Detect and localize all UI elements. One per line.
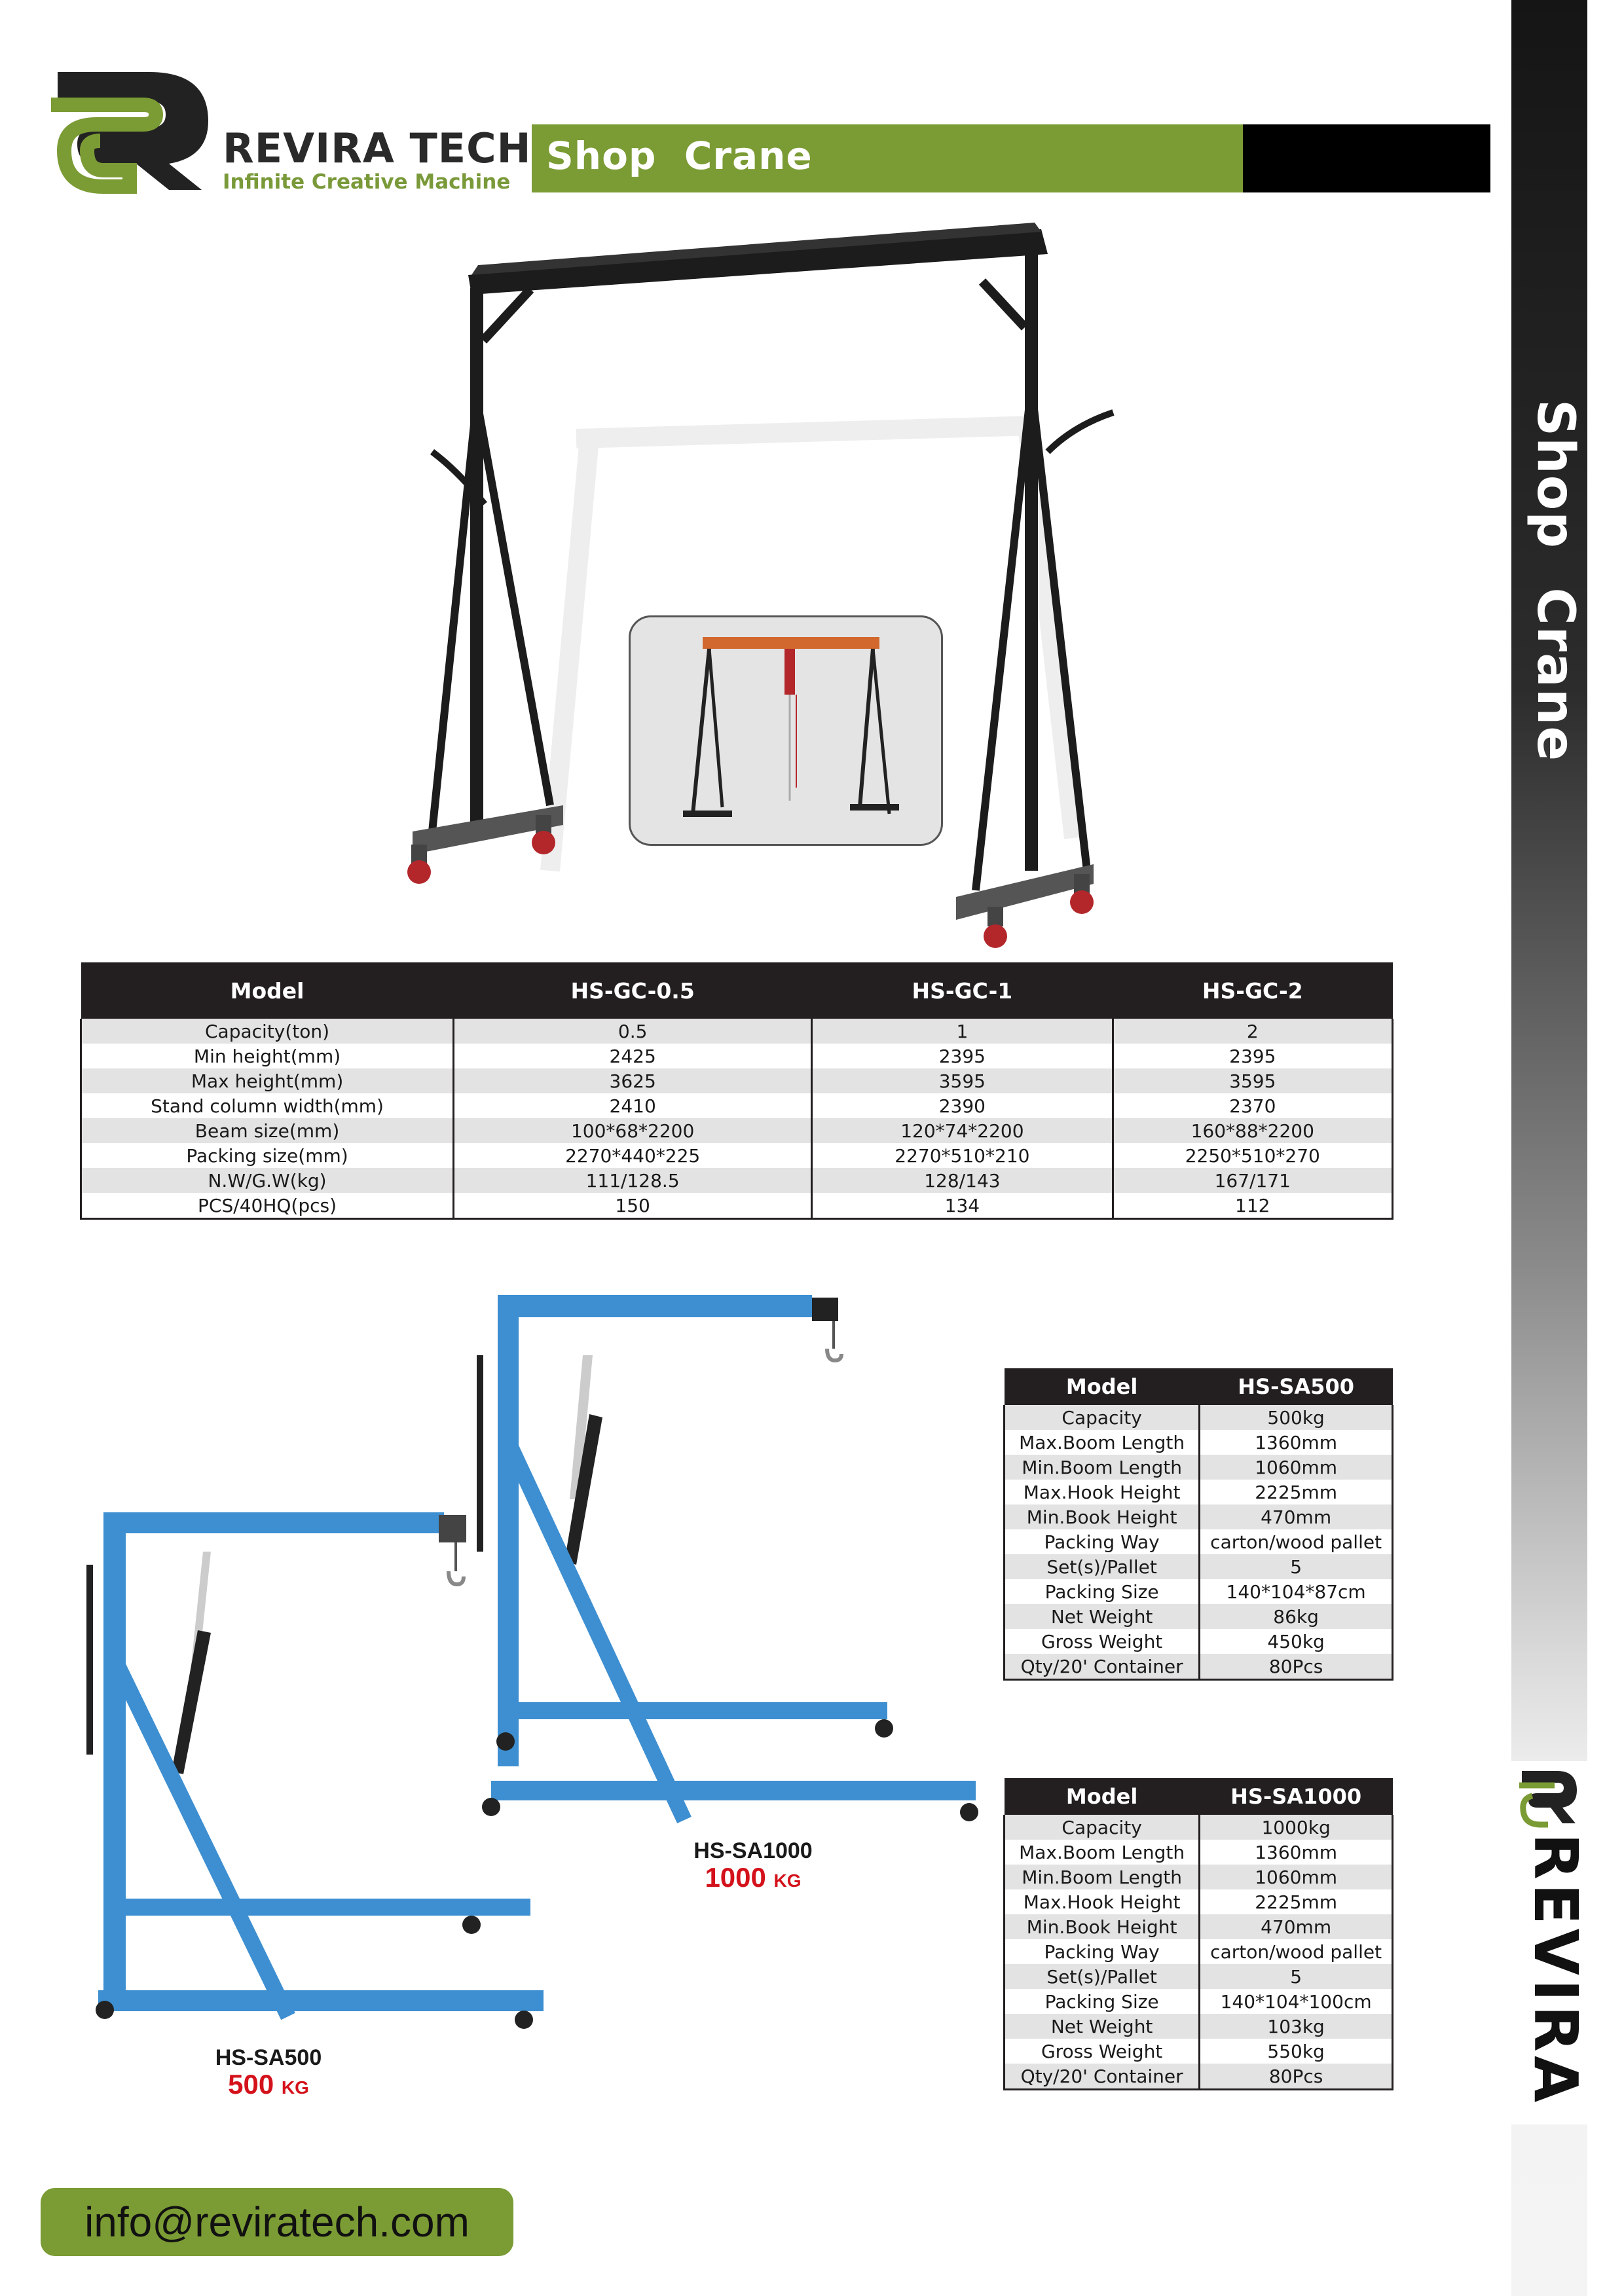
cell: 86kg [1200, 1604, 1393, 1629]
cell: 2425 [454, 1044, 812, 1068]
cell: 2 [1113, 1019, 1392, 1044]
cell: 1360mm [1200, 1840, 1393, 1865]
cell: 450kg [1200, 1629, 1393, 1654]
cell: 2225mm [1200, 1480, 1393, 1504]
sa500-capacity-caption [183, 2069, 354, 2100]
row-label: Gross Weight [1005, 2039, 1200, 2064]
header-cell: HS-GC-1 [812, 962, 1113, 1019]
row-label: N.W/G.W(kg) [81, 1168, 454, 1193]
table-row [81, 1118, 1393, 1143]
cell: 2270*510*210 [812, 1143, 1113, 1168]
row-label: Max.Hook Height [1005, 1889, 1200, 1914]
row-label: Capacity [1005, 1815, 1200, 1840]
gantry-thumbnail-icon [631, 617, 941, 844]
cell: 112 [1113, 1193, 1392, 1219]
cell: 2370 [1113, 1093, 1392, 1118]
row-label: Capacity [1005, 1405, 1200, 1430]
table-row [1005, 1529, 1393, 1554]
row-label: Max.Boom Length [1005, 1430, 1200, 1455]
cell: 120*74*2200 [812, 1118, 1113, 1143]
header-cell: HS-SA500 [1200, 1368, 1393, 1405]
table-row [1005, 1654, 1393, 1680]
table-row [1005, 2064, 1393, 2090]
cell: 500kg [1200, 1405, 1393, 1430]
header-cell: HS-GC-0.5 [454, 962, 812, 1019]
title-bar [532, 124, 1490, 192]
table-row [1005, 1939, 1393, 1964]
table-row [81, 1093, 1393, 1118]
row-label: Min height(mm) [81, 1044, 454, 1068]
row-label: Gross Weight [1005, 1629, 1200, 1654]
cell: 1000kg [1200, 1815, 1393, 1840]
header-cell: Model [1005, 1368, 1200, 1405]
table-header-row [81, 962, 1393, 1019]
row-label: Net Weight [1005, 2014, 1200, 2039]
cell: 140*104*100cm [1200, 1989, 1393, 2014]
cell: 3625 [454, 1068, 812, 1093]
header-cell: Model [81, 962, 454, 1019]
cell: 470mm [1200, 1504, 1393, 1529]
row-label: Max.Hook Height [1005, 1480, 1200, 1504]
table-row [1005, 1504, 1393, 1529]
sa1000-load-value: 1000 [705, 1862, 766, 1893]
row-label: Min.Boom Length [1005, 1455, 1200, 1480]
cell: 80Pcs [1200, 2064, 1393, 2090]
cell: 550kg [1200, 2039, 1393, 2064]
cell: carton/wood pallet [1200, 1529, 1393, 1554]
row-label: Max height(mm) [81, 1068, 454, 1093]
brand-logo [51, 59, 532, 196]
cell: 167/171 [1113, 1168, 1392, 1193]
gantry-inset-image [629, 615, 943, 846]
row-label: Capacity(ton) [81, 1019, 454, 1044]
cell: 0.5 [454, 1019, 812, 1044]
sa500-load-unit: KG [281, 2077, 309, 2098]
cell: 2395 [1113, 1044, 1392, 1068]
cell: 1360mm [1200, 1430, 1393, 1455]
row-label: Min.Book Height [1005, 1914, 1200, 1939]
table-row [1005, 2039, 1393, 2064]
brand-tagline: Infinite Creative Machine [223, 170, 511, 194]
table-row [1005, 1554, 1393, 1579]
cell: 5 [1200, 1554, 1393, 1579]
gantry-spec-table [80, 962, 1393, 1220]
table-row [1005, 1840, 1393, 1865]
cell: 2270*440*225 [454, 1143, 812, 1168]
header-cell: HS-GC-2 [1113, 962, 1392, 1019]
cell: 1060mm [1200, 1455, 1393, 1480]
side-title: Shop Crane [1526, 399, 1585, 763]
table-row [1005, 1865, 1393, 1889]
row-label: Packing Way [1005, 1939, 1200, 1964]
revira-logo-icon [51, 59, 221, 196]
sa500-model-caption: HS-SA500 [215, 2045, 322, 2070]
row-label: Max.Boom Length [1005, 1840, 1200, 1865]
cell: 103kg [1200, 2014, 1393, 2039]
cell: 2225mm [1200, 1889, 1393, 1914]
shop-crane-sa500-image [72, 1493, 563, 2049]
table-row [1005, 1889, 1393, 1914]
table-row [1005, 1579, 1393, 1604]
table-header-row [1005, 1368, 1393, 1405]
cell: 5 [1200, 1964, 1393, 1989]
table-row [81, 1068, 1393, 1093]
cell: 80Pcs [1200, 1654, 1393, 1680]
cell: 160*88*2200 [1113, 1118, 1392, 1143]
table-row [81, 1044, 1393, 1068]
cell: 1 [812, 1019, 1113, 1044]
table-row [81, 1193, 1393, 1219]
table-row [1005, 2014, 1393, 2039]
cell: 2410 [454, 1093, 812, 1118]
table-row [81, 1168, 1393, 1193]
row-label: Min.Boom Length [1005, 1865, 1200, 1889]
table-row [1005, 1964, 1393, 1989]
cell: 3595 [812, 1068, 1113, 1093]
cell: 1060mm [1200, 1865, 1393, 1889]
cell: 470mm [1200, 1914, 1393, 1939]
row-label: Qty/20' Container [1005, 2064, 1200, 2090]
brand-name: REVIRA TECH [223, 124, 532, 172]
table-row [1005, 1914, 1393, 1939]
cell: 140*104*87cm [1200, 1579, 1393, 1604]
cell: 128/143 [812, 1168, 1113, 1193]
row-label: Packing Size [1005, 1989, 1200, 2014]
sa1000-model-caption: HS-SA1000 [693, 1838, 813, 1863]
table-row [1005, 1815, 1393, 1840]
table-row [1005, 1629, 1393, 1654]
cell: 111/128.5 [454, 1168, 812, 1193]
row-label: Packing Size [1005, 1579, 1200, 1604]
cell: 150 [454, 1193, 812, 1219]
row-label: Packing Way [1005, 1529, 1200, 1554]
table-row [1005, 1430, 1393, 1455]
table-row [1005, 1455, 1393, 1480]
row-label: Set(s)/Pallet [1005, 1554, 1200, 1579]
table-row [1005, 1989, 1393, 2014]
cell: 134 [812, 1193, 1113, 1219]
sa1000-spec-table [1003, 1778, 1393, 2090]
table-row [1005, 1480, 1393, 1504]
row-label: PCS/40HQ(pcs) [81, 1193, 454, 1219]
table-row [1005, 1604, 1393, 1629]
cell: 2390 [812, 1093, 1113, 1118]
row-label: Net Weight [1005, 1604, 1200, 1629]
header-cell: Model [1005, 1778, 1200, 1815]
row-label: Min.Book Height [1005, 1504, 1200, 1529]
row-label: Set(s)/Pallet [1005, 1964, 1200, 1989]
page-title: Shop Crane [546, 134, 813, 178]
cell: carton/wood pallet [1200, 1939, 1393, 1964]
row-label: Packing size(mm) [81, 1143, 454, 1168]
title-bar-green [532, 124, 1243, 192]
sa500-spec-table [1003, 1368, 1393, 1681]
sa1000-load-unit: KG [773, 1870, 802, 1891]
row-label: Qty/20' Container [1005, 1654, 1200, 1680]
row-label: Stand column width(mm) [81, 1093, 454, 1118]
header-cell: HS-SA1000 [1200, 1778, 1393, 1815]
cell: 3595 [1113, 1068, 1392, 1093]
sa500-load-value: 500 [228, 2069, 274, 2100]
side-brand: REVIRA [1521, 1833, 1591, 2107]
table-row [81, 1019, 1393, 1044]
row-label: Beam size(mm) [81, 1118, 454, 1143]
sa1000-capacity-caption [668, 1862, 838, 1893]
revira-logo-icon [1518, 1764, 1581, 1830]
table-row [1005, 1405, 1393, 1430]
cell: 100*68*2200 [454, 1118, 812, 1143]
cell: 2250*510*270 [1113, 1143, 1392, 1168]
cell: 2395 [812, 1044, 1113, 1068]
table-row [81, 1143, 1393, 1168]
table-header-row [1005, 1778, 1393, 1815]
contact-email-link[interactable]: info@reviratech.com [41, 2188, 513, 2256]
